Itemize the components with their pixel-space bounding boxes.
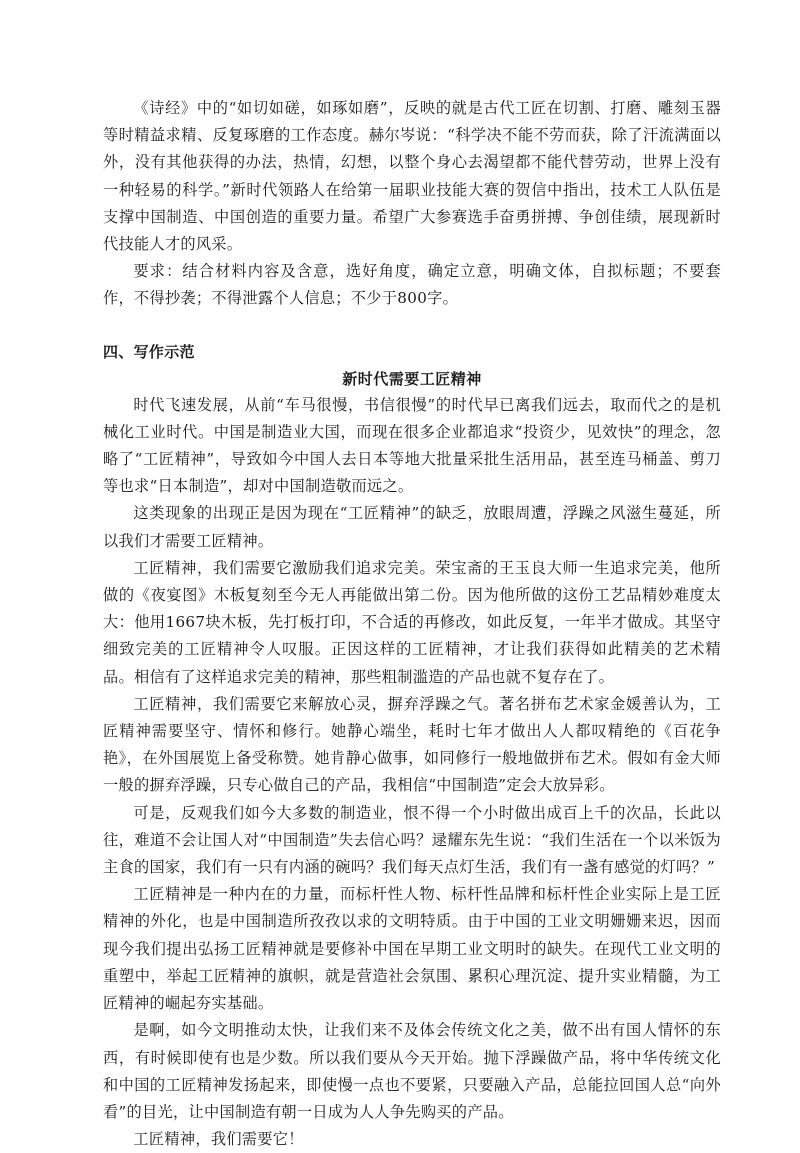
- essay-title: 新时代需要工匠精神: [342, 369, 482, 388]
- writing-requirement: 要求：结合材料内容及含意，选好角度，确定立意，明确文体，自拟标题；不要套作，不得抄袭；不得泄露个人信息；不少于800字。: [103, 262, 721, 308]
- essay-paragraph-3: 工匠精神，我们需要它激励我们追求完美。荣宝斋的王玉良大师一生追求完美，他所做的《夜宴图》木板复刻至今无人再能做出第二份。因为他所做的这份工艺品精妙难度太大：他用1667块木板，先打板打印，不合适的再修改，如此反复，一年半才做成。其坚守细致完美的工匠精神令人叹服。正因这样的工匠精神，才让我们获得如此精美的艺术精品。相信有了这样追求完美的精神，那些粗制滥造的产品也就不复存在了。: [103, 558, 721, 686]
- essay-paragraph-7: 是啊，如今文明推动太快，让我们来不及体会传统文化之美，做不出有国人情怀的东西，有时候即使有也是少数。所以我们要从今天开始。抛下浮躁做产品，将中华传统文化和中国的工匠精神发扬起来，即使慢一点也不要紧，只要融入产品，总能拉回国人总“向外看”的目光，让中国制造有朝一日成为人人争先购买的产品。: [103, 1021, 721, 1121]
- essay-paragraph-2: 这类现象的出现正是因为现在“工匠精神”的缺乏，放眼周遭，浮躁之风滋生蔓延，所以我们才需要工匠精神。: [103, 504, 721, 550]
- essay-paragraph-5: 可是，反观我们如今大多数的制造业，恨不得一个小时做出成百上千的次品，长此以往，难道不会让国人对“中国制造”失去信心吗？逯耀东先生说：“我们生活在一个以米饭为主食的国家，我们有一只有内涵的碗吗？我们每天点灯生活，我们有一盏有感觉的灯吗？”: [103, 803, 721, 877]
- essay-paragraph-8: 工匠精神，我们需要它！: [133, 1130, 304, 1149]
- document-body: [103, 95, 721, 1153]
- section-heading: 四、写作示范: [103, 342, 195, 361]
- material-paragraph: 《诗经》中的“如切如磋，如琢如磨”，反映的就是古代工匠在切割、打磨、雕刻玉器等时精益求精、反复琢磨的工作态度。赫尔岑说：“科学决不能不劳而获，除了汗流满面以外，没有其他获得的办法，热情，幻想，以整个身心去渴望都不能代替劳动，世界上没有一种轻易的科学。”新时代领路人在给第一届职业技能大赛的贺信中指出，技术工人队伍是支撑中国制造、中国创造的重要力量。希望广大参赛选手奋勇拼搏、争创佳绩，展现新时代技能人才的风采。: [103, 99, 721, 254]
- essay-paragraph-6: 工匠精神是一种内在的力量，而标杆性人物、标杆性品牌和标杆性企业实际上是工匠精神的外化，也是中国制造所孜孜以求的文明特质。由于中国的工业文明姗姗来迟，因而现今我们提出弘扬工匠精神就是要修补中国在早期工业文明时的缺失。在现代工业文明的重塑中，举起工匠精神的旗帜，就是营造社会氛围、累积心理沉淀、提升实业精髓，为工匠精神的崛起夯实基础。: [103, 885, 721, 1013]
- essay-paragraph-1: 时代飞速发展，从前“车马很慢，书信很慢”的时代早已离我们远去，取而代之的是机械化工业时代。中国是制造业大国，而现在很多企业都追求“投资少，见效快”的理念，忽略了“工匠精神”，导致如今中国人去日本等地大批量采批生活用品，甚至连马桶盖、剪刀等也求“日本制造”，却对中国制造敬而远之。: [103, 395, 721, 496]
- essay-paragraph-4: 工匠精神，我们需要它来解放心灵，摒弃浮躁之气。著名拼布艺术家金媛善认为，工匠精神需要坚守、情怀和修行。她静心端坐，耗时七年才做出人人都叹精绝的《百花争艳》，在外国展览上备受称赞。她肯静心做事，如同修行一般地做拼布艺术。假如有金大师一般的摒弃浮躁，只专心做自己的产品，我相信“中国制造”定会大放异彩。: [103, 694, 721, 795]
